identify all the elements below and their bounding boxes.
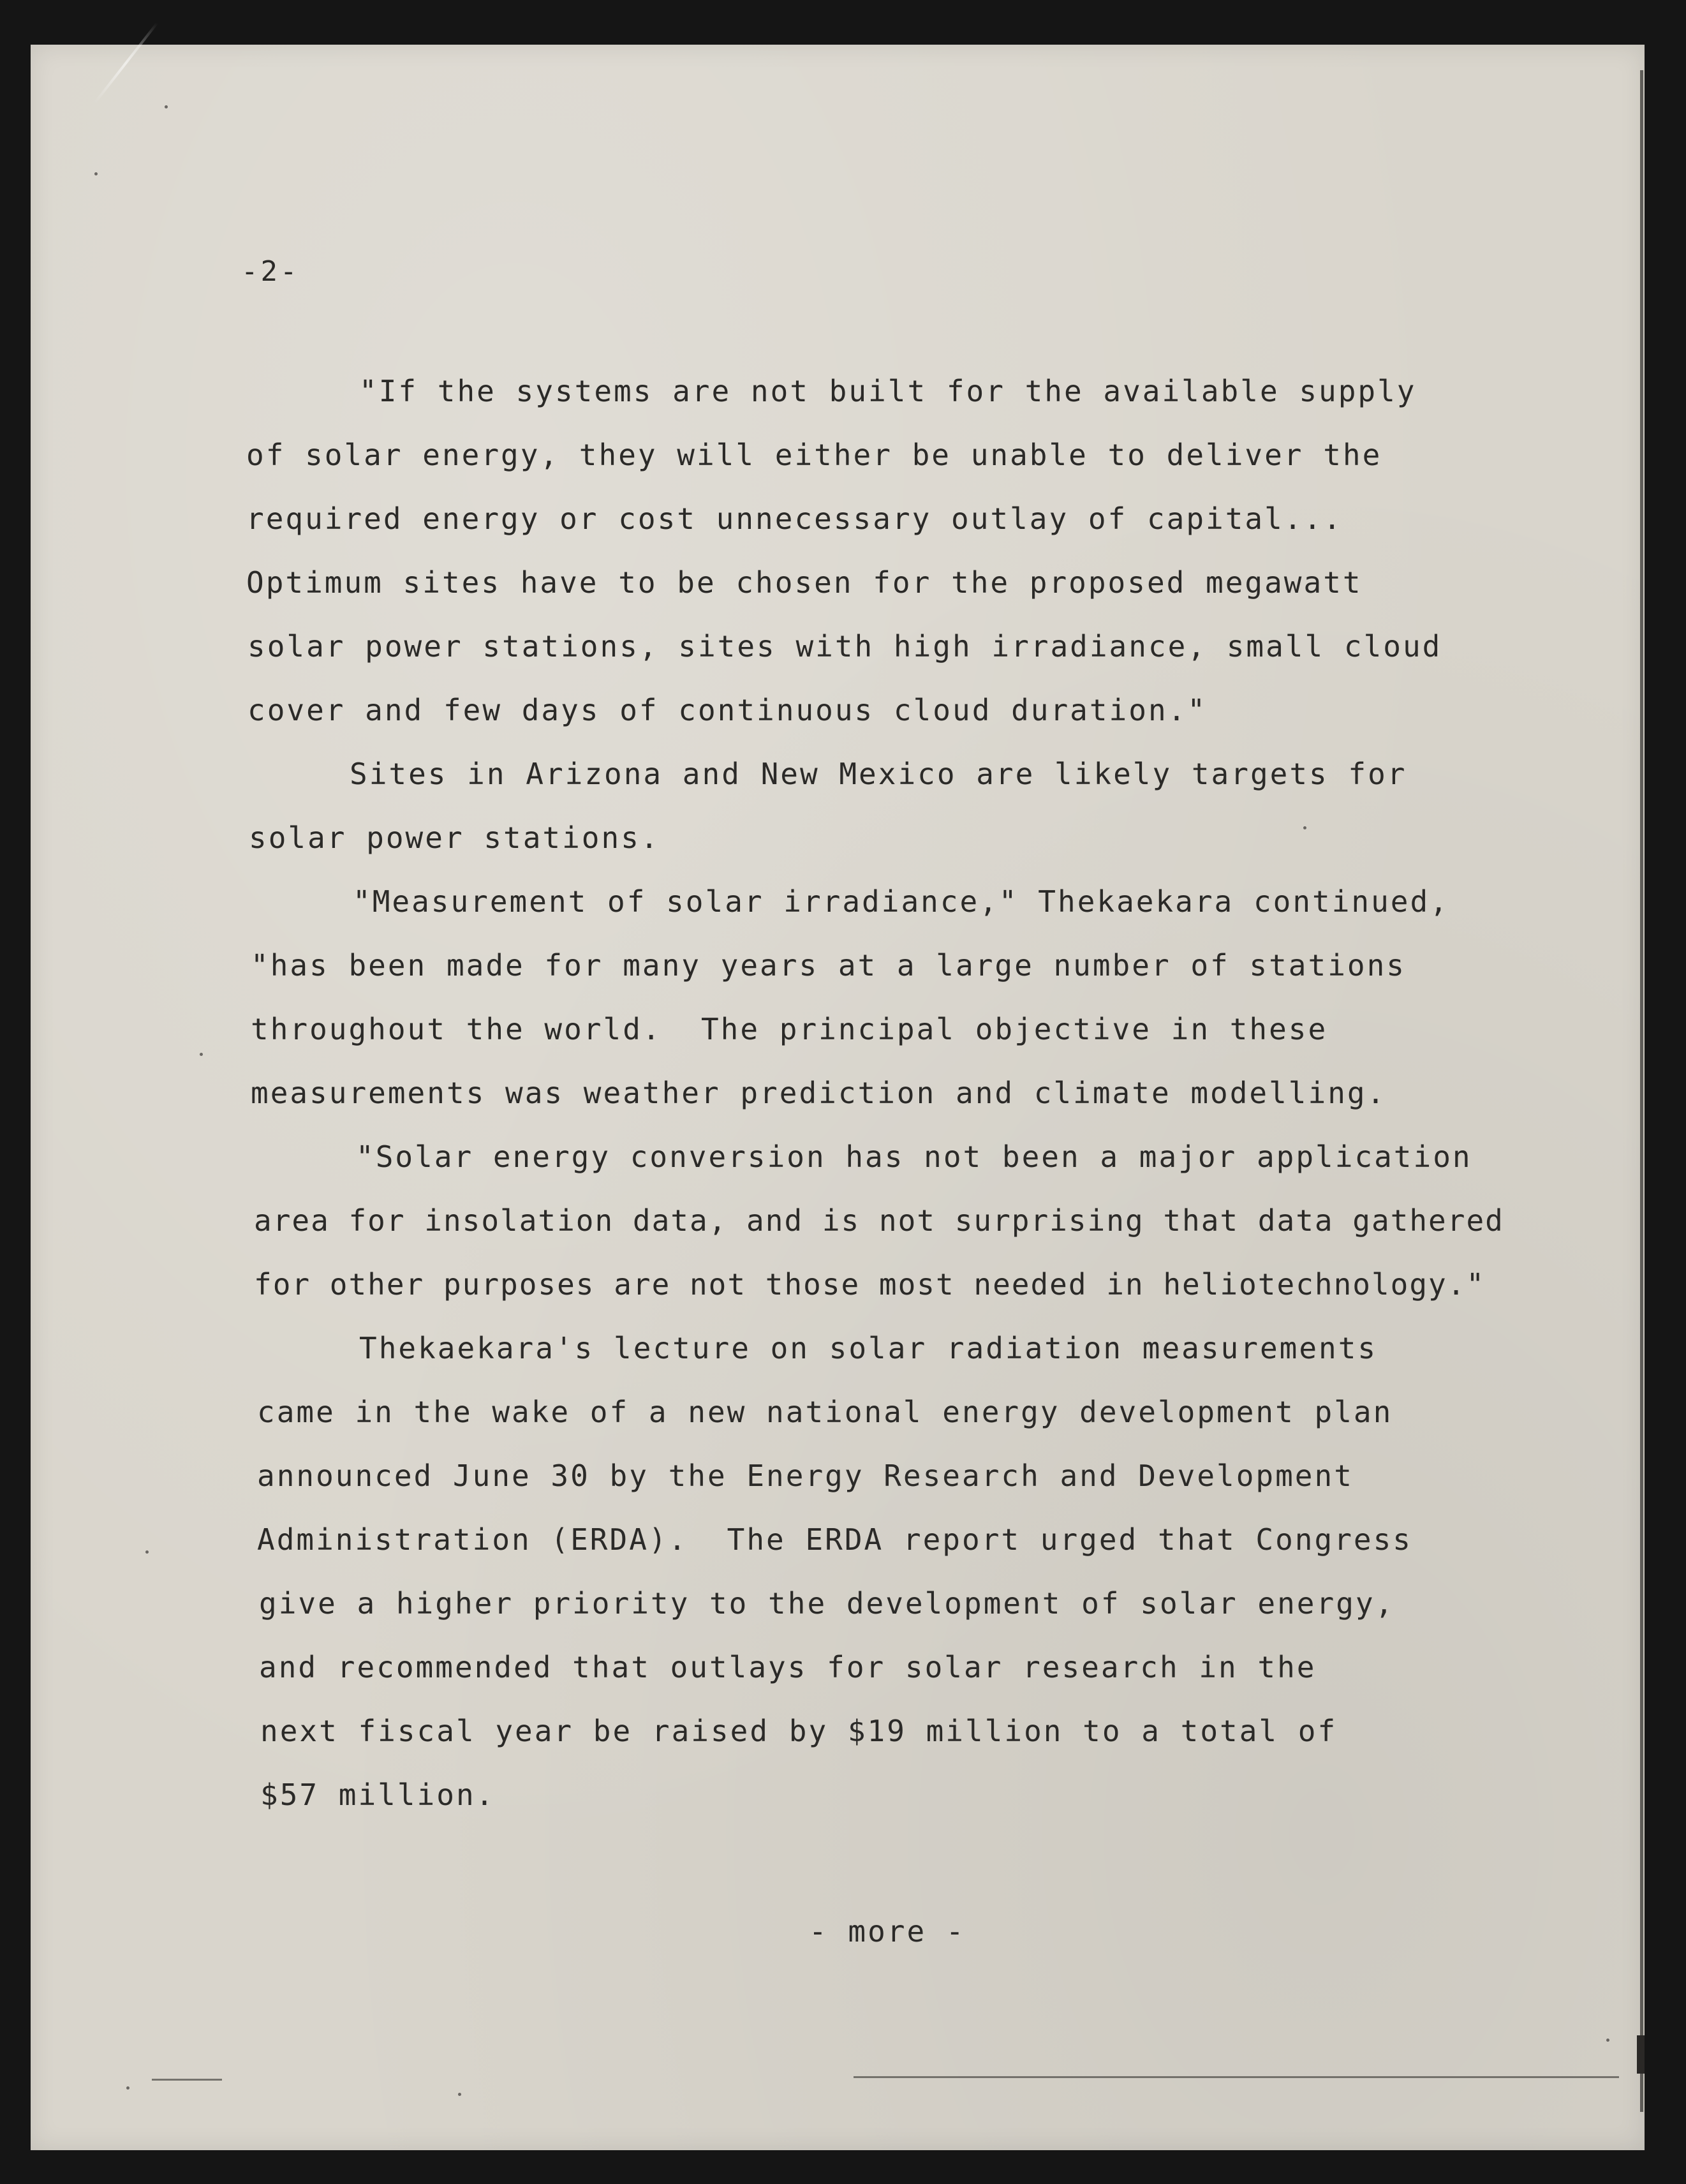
text-line: Sites in Arizona and New Mexico are likely targets for: [350, 757, 1407, 791]
text-line: Thekaekara's lecture on solar radiation measurements: [359, 1331, 1378, 1365]
text-line: solar power stations, sites with high irradiance, small cloud: [248, 629, 1442, 664]
paper-sheet: [31, 45, 1645, 2150]
paper-speck: [94, 172, 98, 175]
text-line: "If the systems are not built for the available supply: [359, 374, 1417, 408]
text-line: required energy or cost unnecessary outlay of capital...: [246, 501, 1343, 536]
text-line: $57 million.: [260, 1778, 496, 1812]
more-marker: - more -: [809, 1914, 966, 1949]
text-line: area for insolation data, and is not surprising that data gathered: [254, 1203, 1504, 1238]
text-line: Administration (ERDA). The ERDA report urged that Congress: [257, 1522, 1412, 1557]
text-line: Optimum sites have to be chosen for the proposed megawatt: [246, 565, 1363, 600]
text-line: "Measurement of solar irradiance," Thekaekara continued,: [353, 884, 1449, 919]
text-line: of solar energy, they will either be unable to deliver the: [246, 438, 1382, 472]
text-line: for other purposes are not those most needed in heliotechnology.": [254, 1267, 1486, 1302]
paper-speck: [200, 1053, 203, 1056]
text-line: "has been made for many years at a large number of stations: [251, 948, 1406, 983]
text-line: solar power stations.: [249, 821, 660, 855]
text-line: came in the wake of a new national energy development plan: [257, 1395, 1393, 1429]
bottom-rule-right: [854, 2076, 1619, 2078]
paper-speck: [1606, 2039, 1609, 2042]
typed-text: [31, 45, 1645, 2150]
text-line: "Solar energy conversion has not been a major application: [356, 1140, 1472, 1174]
text-line: measurements was weather prediction and climate modelling.: [251, 1076, 1387, 1110]
text-line: throughout the world. The principal objective in these: [251, 1012, 1328, 1046]
paper-speck: [126, 2086, 129, 2090]
bottom-rule-left: [152, 2079, 222, 2081]
text-line: cover and few days of continuous cloud duration.": [248, 693, 1208, 727]
text-line: give a higher priority to the development of solar energy,: [259, 1586, 1395, 1621]
paper-speck: [1303, 826, 1306, 829]
paper-speck: [165, 105, 168, 108]
text-line: announced June 30 by the Energy Research and Development: [257, 1459, 1354, 1493]
page-number: -2-: [241, 255, 300, 288]
text-line: next fiscal year be raised by $19 million to a total of: [260, 1714, 1338, 1748]
paper-speck: [145, 1550, 149, 1554]
paper-speck: [458, 2093, 461, 2096]
text-line: and recommended that outlays for solar research in the: [259, 1650, 1317, 1684]
